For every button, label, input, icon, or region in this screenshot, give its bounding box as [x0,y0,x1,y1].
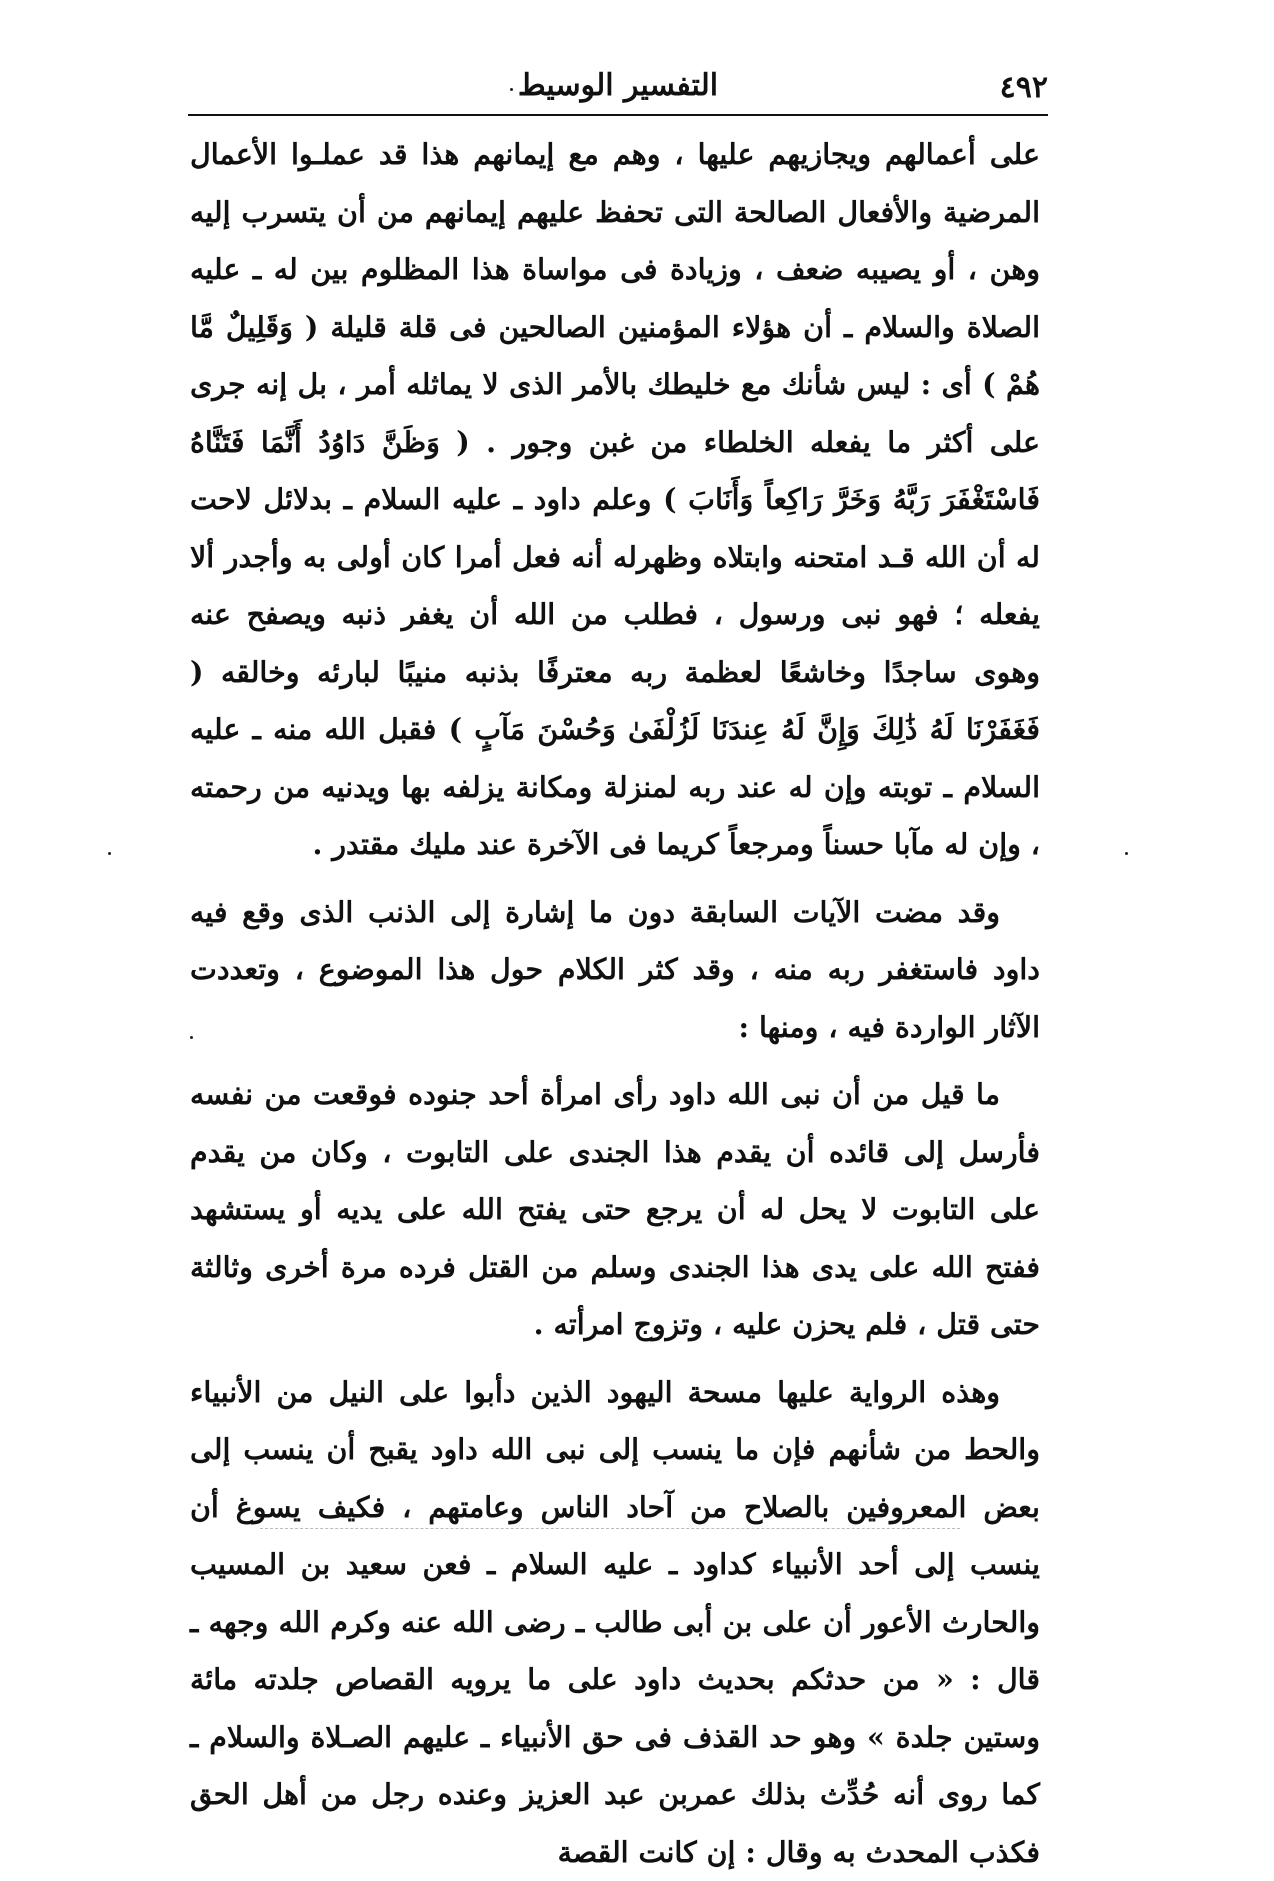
text-segment: وهذه الرواية عليها مسحة اليهود الذين دأبوا على النيل من الأنبياء والحط من شأنهم فإن ما ينسب إلى نبى الله داود يقبح أن ينسب إلى بعض المعروفين بالصلاح من آحاد الناس وعامتهم ، فكيف يسوغ أن ينسب إلى أحد الأنبياء كداود ـ عليه السلام ـ فعن سعيد بن المسيب والحارث الأعور أن على بن أبى طالب ـ رضى الله عنه وكرم الله وجهه ـ قال : « من حدثكم بحديث داود على ما يرويه القصاص جلدته مائة وستين جلدة » وهو حد القذف فى حق الأنبياء ـ عليهم الصـلاة والسلام ـ كما روى أنه حُدِّث بذلك عمربن عبد العزيز وعنده رجل من أهل الحق فكذب المحدث به وقال : إن كانت القصة [190,1375,1040,1869]
paragraph [190,1066,1040,1354]
page-header [188,62,1048,112]
text-segment: على أعمالهم ويجازيهم عليها ، وهم مع إيمانهم هذا قد عملـوا الأعمال المرضية والأفعال الصالحة التى تحفظ عليهم إيمانهم من أن يتسرب إليه وهن ، أو يصيبه ضعف ، وزيادة فى مواساة هذا المظلوم بين له ـ عليه الصلاة والسلام ـ أن هؤلاء المؤمنين الصالحين فى قلة قليلة [190,137,1040,344]
text-segment: وقد مضت الآيات السابقة دون ما إشارة إلى الذنب الذى وقع فيه داود فاستغفر ربه منه ، وقد كثر الكلام حول هذا الموضوع ، وتعددت الآثار الواردة فيه ، ومنها : [190,895,1040,1044]
scan-speck [190,1036,193,1039]
quran-verse: ( وَقَلِيلٌ مَّا هُمْ ) [190,310,1040,402]
scan-speck [1125,852,1128,855]
text-segment: أى : ليس شأنك مع خليطك بالأمر الذى لا يماثله أمر ، بل إنه جرى على أكثر ما يفعله الخلطاء من غبن وجور . [190,367,1040,459]
text-segment: وعلم داود ـ عليه السلام ـ بدلائل لاحت له أن الله قـد امتحنه وابتلاه وظهرله أنه فعل أمرا كان أولى به وأجدر ألا يفعله ؛ فهو نبى ورسول ، فطلب من الله أن يغفر ذنبه ويصفح عنه وهوى ساجدًا وخاشعًا لعظمة ربه معترفًا بذنبه منيبًا لبارئه وخالقه [190,482,1040,689]
body-text [190,126,1040,1881]
quran-verse: ( فَغَفَرْنَا لَهُ ذَٰلِكَ وَإِنَّ لَهُ عِندَنَا لَزُلْفَىٰ وَحُسْنَ مَآبٍ ) [190,655,1040,747]
paragraph [190,126,1040,874]
paragraph [190,1364,1040,1881]
scan-speck [510,88,513,91]
quran-verse: ( وَظَنَّ دَاوُدُ أَنَّمَا فَتَنَّاهُ فَاسْتَغْفَرَ رَبَّهُ وَخَرَّ رَاكِعاً وَأَنَابَ ) [190,425,1040,517]
paragraph [190,884,1040,1057]
scan-speck [108,852,111,855]
text-segment: فقبل الله منه ـ عليه السلام ـ توبته وإن له عند ربه لمنزلة ومكانة يزلفه بها ويدنيه من رحمته ، وإن له مآبا حسناً ومرجعاً كريما فى الآخرة عند مليك مقتدر . [190,712,1040,861]
scan-edge [260,1528,960,1529]
running-title: التفسير الوسيط [188,68,1048,103]
header-rule [188,114,1048,116]
text-segment: ما قيل من أن نبى الله داود رأى امرأة أحد جنوده فوقعت من نفسه فأرسل إلى قائده أن يقدم هذا الجندى على التابوت ، وكان من يقدم على التابوت لا يحل له أن يرجع حتى يفتح الله على يديه أو يستشهد ففتح الله على يدى هذا الجندى وسلم من القتل فرده مرة أخرى وثالثة حتى قتل ، فلم يحزن عليه ، وتزوج امرأته . [190,1077,1040,1341]
page-number: ٤٩٢ [1000,70,1048,105]
